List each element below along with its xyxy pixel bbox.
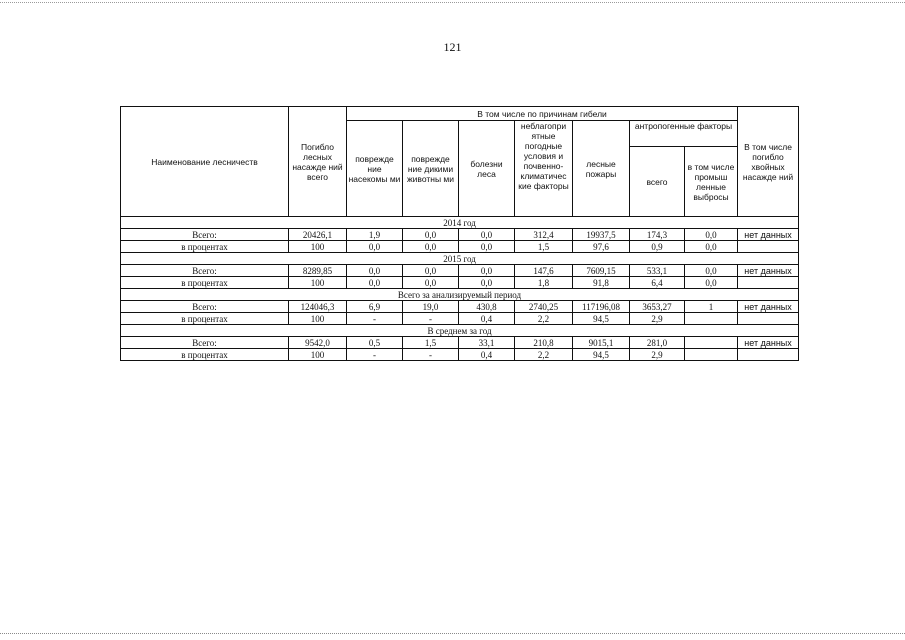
row-label: Всего: bbox=[121, 229, 289, 241]
cell-insects: 0,0 bbox=[347, 277, 403, 289]
cell-unfavorable: 1,5 bbox=[515, 241, 573, 253]
table-header bbox=[121, 107, 799, 217]
cell-unfavorable: 2,2 bbox=[515, 313, 573, 325]
cell-diseases: 430,8 bbox=[459, 301, 515, 313]
cell-dead-total: 20426,1 bbox=[289, 229, 347, 241]
header-diseases: болезни леса bbox=[459, 121, 515, 217]
cell-wild-animals: 19,0 bbox=[403, 301, 459, 313]
cell-anthro-total: 2,9 bbox=[630, 313, 685, 325]
header-anthropogenic: антропогенные факторы bbox=[630, 121, 738, 147]
section-row bbox=[121, 253, 799, 265]
cell-unfavorable: 210,8 bbox=[515, 337, 573, 349]
cell-fires: 19937,5 bbox=[573, 229, 630, 241]
cell-diseases: 0,0 bbox=[459, 241, 515, 253]
cell-anthro-total: 2,9 bbox=[630, 349, 685, 361]
header-fires: лесные пожары bbox=[573, 121, 630, 217]
table-row bbox=[121, 301, 799, 313]
table-row bbox=[121, 277, 799, 289]
header-industrial: в том числе промыш ленные выбросы bbox=[685, 147, 738, 217]
section-title: Всего за анализируемый период bbox=[121, 289, 799, 301]
header-conifers: В том числе погибло хвойных насажде ний bbox=[738, 107, 799, 217]
cell-conifers: нет данных bbox=[738, 265, 799, 277]
section-title: 2015 год bbox=[121, 253, 799, 265]
cell-insects: 6,9 bbox=[347, 301, 403, 313]
table-row bbox=[121, 241, 799, 253]
cell-wild-animals: 0,0 bbox=[403, 241, 459, 253]
cell-diseases: 0,0 bbox=[459, 265, 515, 277]
cell-industrial: 0,0 bbox=[685, 277, 738, 289]
scan-bottom-edge bbox=[0, 633, 905, 634]
cell-anthro-total: 533,1 bbox=[630, 265, 685, 277]
cell-insects: 0,0 bbox=[347, 265, 403, 277]
cell-industrial bbox=[685, 349, 738, 361]
scan-top-edge bbox=[0, 2, 905, 3]
cell-wild-animals: 1,5 bbox=[403, 337, 459, 349]
table-row bbox=[121, 337, 799, 349]
cell-fires: 94,5 bbox=[573, 349, 630, 361]
cell-fires: 97,6 bbox=[573, 241, 630, 253]
cell-conifers bbox=[738, 277, 799, 289]
cell-dead-total: 8289,85 bbox=[289, 265, 347, 277]
cell-fires: 7609,15 bbox=[573, 265, 630, 277]
cell-wild-animals: 0,0 bbox=[403, 265, 459, 277]
cell-dead-total: 100 bbox=[289, 313, 347, 325]
cell-fires: 91,8 bbox=[573, 277, 630, 289]
cell-insects: - bbox=[347, 349, 403, 361]
cell-fires: 117196,08 bbox=[573, 301, 630, 313]
cell-conifers: нет данных bbox=[738, 229, 799, 241]
cell-anthro-total: 174,3 bbox=[630, 229, 685, 241]
cell-conifers bbox=[738, 349, 799, 361]
cell-dead-total: 100 bbox=[289, 241, 347, 253]
cell-anthro-total: 0,9 bbox=[630, 241, 685, 253]
section-row bbox=[121, 217, 799, 229]
header-causes-group: В том числе по причинам гибели bbox=[347, 107, 738, 121]
cell-unfavorable: 2,2 bbox=[515, 349, 573, 361]
cell-industrial bbox=[685, 337, 738, 349]
cell-unfavorable: 1,8 bbox=[515, 277, 573, 289]
cell-anthro-total: 3653,27 bbox=[630, 301, 685, 313]
table-row bbox=[121, 229, 799, 241]
row-label: в процентах bbox=[121, 241, 289, 253]
cell-diseases: 0,0 bbox=[459, 229, 515, 241]
cell-conifers bbox=[738, 241, 799, 253]
header-anthro-total: всего bbox=[630, 147, 685, 217]
section-row bbox=[121, 289, 799, 301]
table-row bbox=[121, 349, 799, 361]
cell-wild-animals: 0,0 bbox=[403, 277, 459, 289]
cell-conifers: нет данных bbox=[738, 337, 799, 349]
cell-industrial bbox=[685, 313, 738, 325]
cell-unfavorable: 2740,25 bbox=[515, 301, 573, 313]
cell-industrial: 0,0 bbox=[685, 229, 738, 241]
header-insects: поврежде ние насекомы ми bbox=[347, 121, 403, 217]
cell-wild-animals: 0,0 bbox=[403, 229, 459, 241]
cell-dead-total: 100 bbox=[289, 277, 347, 289]
row-label: Всего: bbox=[121, 337, 289, 349]
cell-insects: 0,5 bbox=[347, 337, 403, 349]
cell-industrial: 0,0 bbox=[685, 241, 738, 253]
table-row bbox=[121, 313, 799, 325]
cell-insects: 0,0 bbox=[347, 241, 403, 253]
cell-anthro-total: 6,4 bbox=[630, 277, 685, 289]
cell-wild-animals: - bbox=[403, 349, 459, 361]
cell-industrial: 0,0 bbox=[685, 265, 738, 277]
page-number: 121 bbox=[443, 40, 462, 54]
cell-dead-total: 124046,3 bbox=[289, 301, 347, 313]
header-unfavorable: неблагопри ятные погодные условия и почвенно-климатичес кие факторы bbox=[515, 121, 573, 217]
cell-anthro-total: 281,0 bbox=[630, 337, 685, 349]
row-label: в процентах bbox=[121, 313, 289, 325]
cell-fires: 94,5 bbox=[573, 313, 630, 325]
table-row bbox=[121, 265, 799, 277]
row-label: в процентах bbox=[121, 277, 289, 289]
header-dead-total: Погибло лесных насажде ний всего bbox=[289, 107, 347, 217]
cell-insects: 1,9 bbox=[347, 229, 403, 241]
cell-unfavorable: 312,4 bbox=[515, 229, 573, 241]
header-name: Наименование лесничеств bbox=[121, 107, 289, 217]
cell-wild-animals: - bbox=[403, 313, 459, 325]
cell-conifers: нет данных bbox=[738, 301, 799, 313]
cell-diseases: 33,1 bbox=[459, 337, 515, 349]
cell-diseases: 0,4 bbox=[459, 313, 515, 325]
section-title: В среднем за год bbox=[121, 325, 799, 337]
section-row bbox=[121, 325, 799, 337]
cell-fires: 9015,1 bbox=[573, 337, 630, 349]
cell-dead-total: 9542,0 bbox=[289, 337, 347, 349]
row-label: в процентах bbox=[121, 349, 289, 361]
row-label: Всего: bbox=[121, 265, 289, 277]
forest-loss-table bbox=[120, 106, 799, 361]
cell-insects: - bbox=[347, 313, 403, 325]
cell-diseases: 0,0 bbox=[459, 277, 515, 289]
header-wild-animals: поврежде ние дикими животны ми bbox=[403, 121, 459, 217]
cell-unfavorable: 147,6 bbox=[515, 265, 573, 277]
cell-diseases: 0,4 bbox=[459, 349, 515, 361]
table-body bbox=[121, 217, 799, 361]
cell-industrial: 1 bbox=[685, 301, 738, 313]
cell-conifers bbox=[738, 313, 799, 325]
row-label: Всего: bbox=[121, 301, 289, 313]
cell-dead-total: 100 bbox=[289, 349, 347, 361]
section-title: 2014 год bbox=[121, 217, 799, 229]
